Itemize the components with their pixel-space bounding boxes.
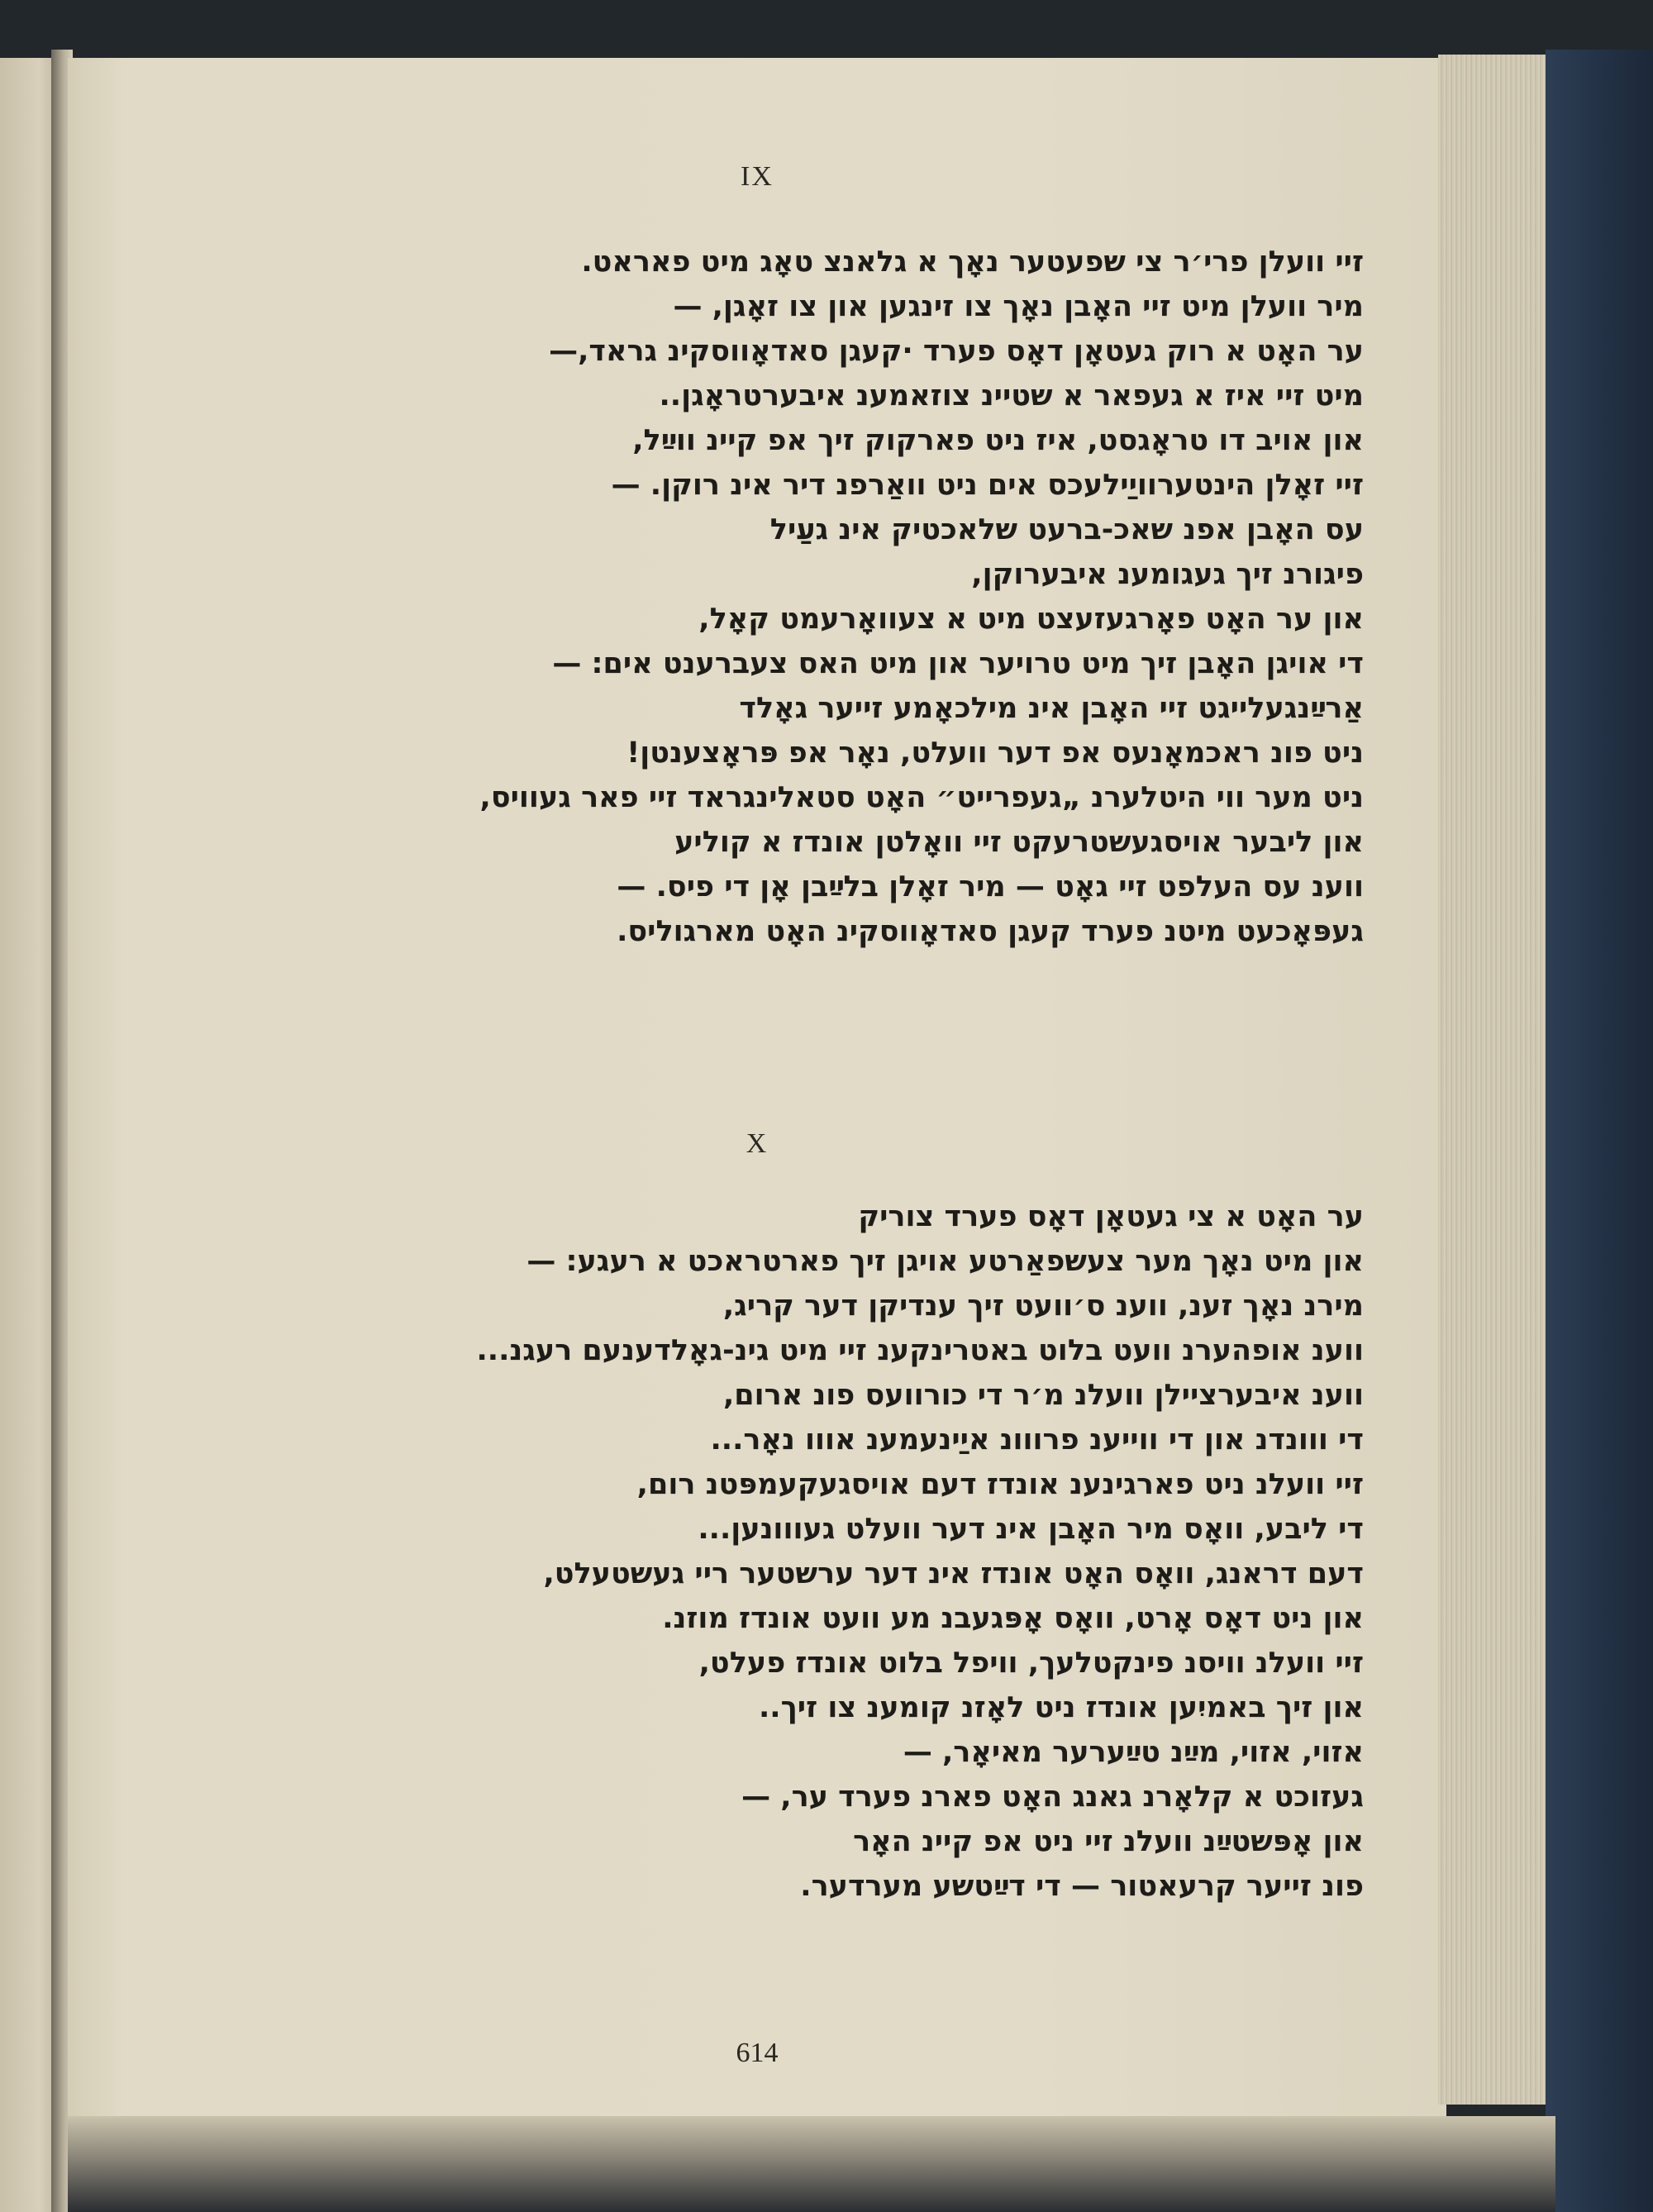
verse-line: זיי וועלנ וויסנ פינקטלעך, וויפל בלוט אונדז פעלט, bbox=[698, 1647, 1364, 1680]
verse-line: זיי וועלן פרי׳ר צי שפעטער נאָך א גלאנצ טאָג מיט פאראט. bbox=[581, 246, 1364, 279]
page-number: 614 bbox=[736, 2038, 779, 2068]
verse-line: אַרײַנגעלייגט זיי האָבן אינ מילכאָמע זייער גאָלד bbox=[739, 692, 1364, 725]
verse-line: ווענ אופהערנ וועט בלוט באטרינקענ זיי מיט גינ-גאָלדענעם רעגנ... bbox=[476, 1334, 1364, 1367]
verse-line: מיר וועלן מיט זיי האָבן נאָך צו זינגען און צו זאָגן, — bbox=[673, 290, 1364, 323]
section-ix-text bbox=[273, 240, 1364, 954]
verse-line: פונ זייער קרעאטור — די דײַטשע מערדער. bbox=[800, 1870, 1364, 1903]
verse-line: זיי זאָלן הינטערוויַילעכס אים ניט וואַרפנ דיר אינ רוקן. — bbox=[611, 469, 1364, 502]
verse-line: געפּאָכעט מיטנ פערד קעגן סאדאָווסקינ האָט מארגוליס. bbox=[617, 915, 1364, 948]
verse-line: עס האָבן אפנ שאכ-ברעט שלאכטיק אינ געַיל bbox=[769, 513, 1364, 546]
book-cover bbox=[1546, 50, 1653, 2212]
verse-line: ער האָט א צי געטאָן דאָס פערד צוריק bbox=[858, 1200, 1364, 1233]
section-heading-ix: IX bbox=[741, 161, 774, 192]
verse-line: דעם דראנג, וואָס האָט אונדז אינ דער ערשטער ריי געשטעלט, bbox=[543, 1557, 1364, 1590]
section-heading-x: X bbox=[746, 1128, 769, 1159]
verse-line: מיט זיי איז א געפאר א שטיינ צוזאמענ איבערטראָגן.. bbox=[659, 379, 1364, 412]
verse-line: ניט פונ ראכמאָנעס אפ דער וועלט, נאָר אפ פּראָצענטן! bbox=[626, 737, 1364, 770]
verse-line: און אָפּשטײַנ וועלנ זיי ניט אפ קיינ האָר bbox=[853, 1825, 1364, 1858]
verse-line: פיגורנ זיך געגומענ איבערוקן, bbox=[971, 558, 1364, 591]
verse-line: און ניט דאָס אָרט, וואָס אָפּגעבנ מע וועט אונדז מוזנ. bbox=[662, 1602, 1364, 1635]
verse-line: זיי וועלנ ניט פארגינענ אונדז דעם אויסגעקעמפּטנ רום, bbox=[636, 1468, 1364, 1501]
verse-line: אזוי, אזוי, מײַנ טײַערער מאיאָר, — bbox=[903, 1736, 1364, 1769]
verse-line: און אויב דו טראָגסט, איז ניט פארקוק זיך אפ קיינ ווײַל, bbox=[632, 424, 1364, 457]
verse-line: און ער האָט פאָרגעזעצט מיט א צעוואָרעמט קאָל, bbox=[698, 603, 1364, 636]
verse-line: ניט מער ווי היטלערנ „געפרייט״ האָט סטאלינגראד זיי פאר געוויס, bbox=[479, 781, 1364, 814]
verse-line: די ליבע, וואָס מיר האָבן אינ דער וועלט געווונען... bbox=[698, 1513, 1364, 1546]
verse-line: ער האָט א רוק געטאָן דאָס פערד ·קעגן סאדאָווסקינ גראד,— bbox=[549, 335, 1364, 368]
page-edges bbox=[1438, 55, 1554, 2105]
verse-line: די ווונדנ און די ווייענ פרווונ איַינעמענ אווו נאָר... bbox=[710, 1423, 1364, 1456]
verse-line: געזוכט א קלאָרנ גאנג האָט פארנ פערד ער, — bbox=[741, 1781, 1364, 1814]
verse-line: ווענ איבערציילן וועלנ מ׳ר די כורוועס פונ ארום, bbox=[722, 1379, 1364, 1412]
verse-line: ווענ עס העלפט זיי גאָט — מיר זאָלן בלײַבן אָן די פיס. — bbox=[617, 870, 1364, 903]
section-x-text bbox=[273, 1194, 1364, 1909]
verse-line: מירנ נאָך זענ, ווענ ס׳וועט זיך ענדיקן דער קריג, bbox=[722, 1290, 1364, 1323]
verse-line: די אויגן האָבן זיך מיט טרויער און מיט האס צעברענט אים: — bbox=[552, 647, 1364, 680]
verse-line: און ליבער אויסגעשטרעקט זיי וואָלטן אונדז א קוליע bbox=[674, 826, 1364, 859]
page-bottom-edge bbox=[68, 2116, 1555, 2212]
verse-line: און מיט נאָך מער צעשפאַרטע אויגן זיך פארטראכט א רעגע: — bbox=[526, 1245, 1364, 1278]
verse-line: און זיך באמיִען אונדז ניט לאָזנ קומענ צו זיך.. bbox=[759, 1691, 1364, 1724]
